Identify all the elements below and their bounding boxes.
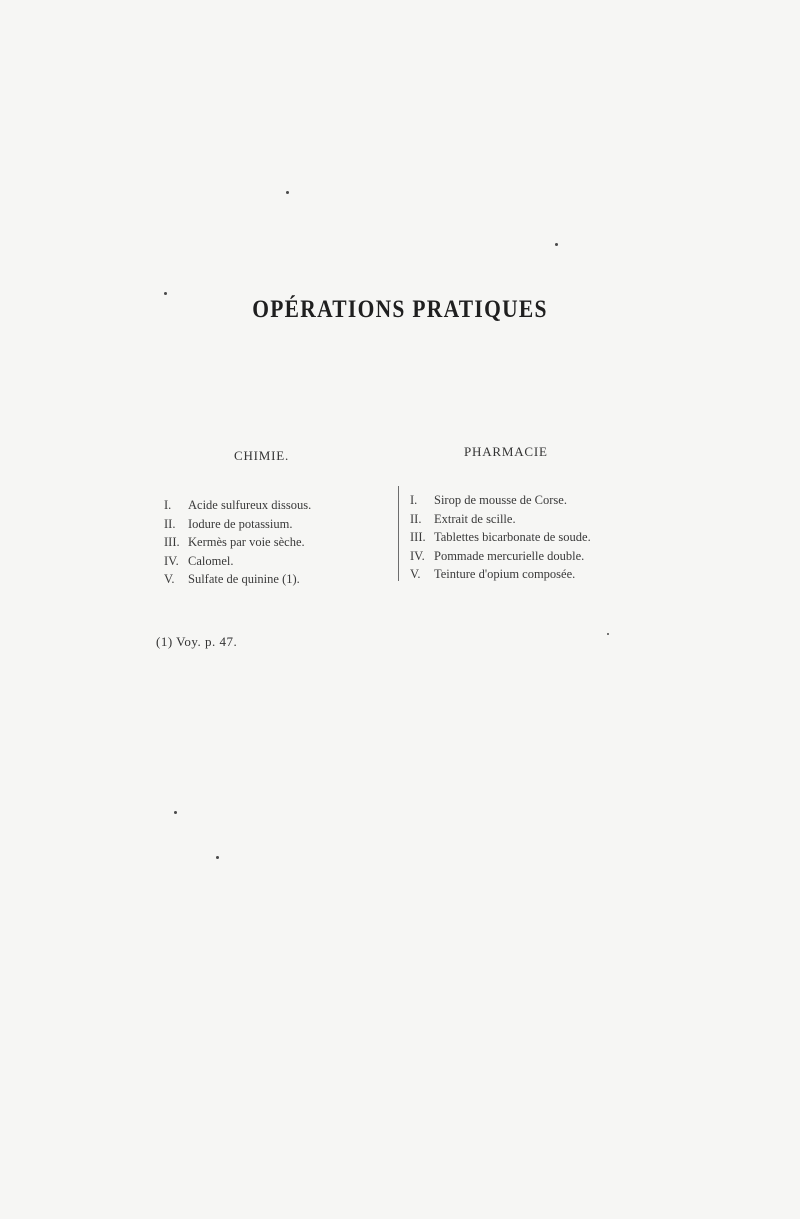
item-text: Acide sulfureux dissous.: [188, 498, 312, 512]
item-number: II.: [164, 516, 176, 531]
item-number: II.: [410, 511, 422, 526]
item-number: I.: [410, 493, 418, 507]
item-number: IV.: [164, 553, 179, 568]
column-divider: [398, 486, 399, 581]
list-item: [164, 533, 311, 552]
print-speck: [555, 243, 558, 246]
item-text: Sulfate de quinine (1).: [188, 572, 300, 586]
chimie-heading: CHIMIE.: [234, 448, 290, 463]
item-text: Tablettes bicarbonate de soude.: [434, 530, 591, 544]
list-item: [164, 552, 311, 571]
pharmacie-list: [410, 491, 591, 584]
item-number: IV.: [410, 548, 425, 563]
page-title: OPÉRATIONS PRATIQUES: [252, 296, 548, 323]
item-text: Iodure de potassium.: [188, 516, 293, 531]
list-item: [164, 570, 311, 589]
list-item: [410, 491, 591, 510]
print-speck: [607, 633, 609, 635]
item-text: Calomel.: [188, 553, 234, 568]
item-number: V.: [410, 567, 421, 581]
print-speck: [216, 856, 219, 859]
list-item: [164, 496, 311, 515]
list-item: [410, 547, 591, 566]
list-item: [410, 565, 591, 584]
list-item: [410, 510, 591, 529]
item-text: Sirop de mousse de Corse.: [434, 493, 567, 507]
item-text: Pommade mercurielle double.: [434, 548, 585, 563]
pharmacie-heading: PHARMACIE: [464, 444, 548, 459]
item-number: V.: [164, 572, 175, 586]
list-item: [410, 528, 591, 547]
list-item: [164, 515, 311, 534]
chimie-list: [164, 496, 311, 589]
item-text: Teinture d'opium composée.: [434, 567, 576, 581]
item-number: I.: [164, 498, 172, 512]
item-number: III.: [164, 535, 180, 549]
print-speck: [174, 811, 177, 814]
footnote: (1) Voy. p. 47.: [156, 634, 238, 649]
item-number: III.: [410, 530, 426, 544]
print-speck: [286, 191, 289, 194]
print-speck: [164, 292, 167, 295]
item-text: Kermès par voie sèche.: [188, 535, 305, 549]
item-text: Extrait de scille.: [434, 511, 516, 526]
